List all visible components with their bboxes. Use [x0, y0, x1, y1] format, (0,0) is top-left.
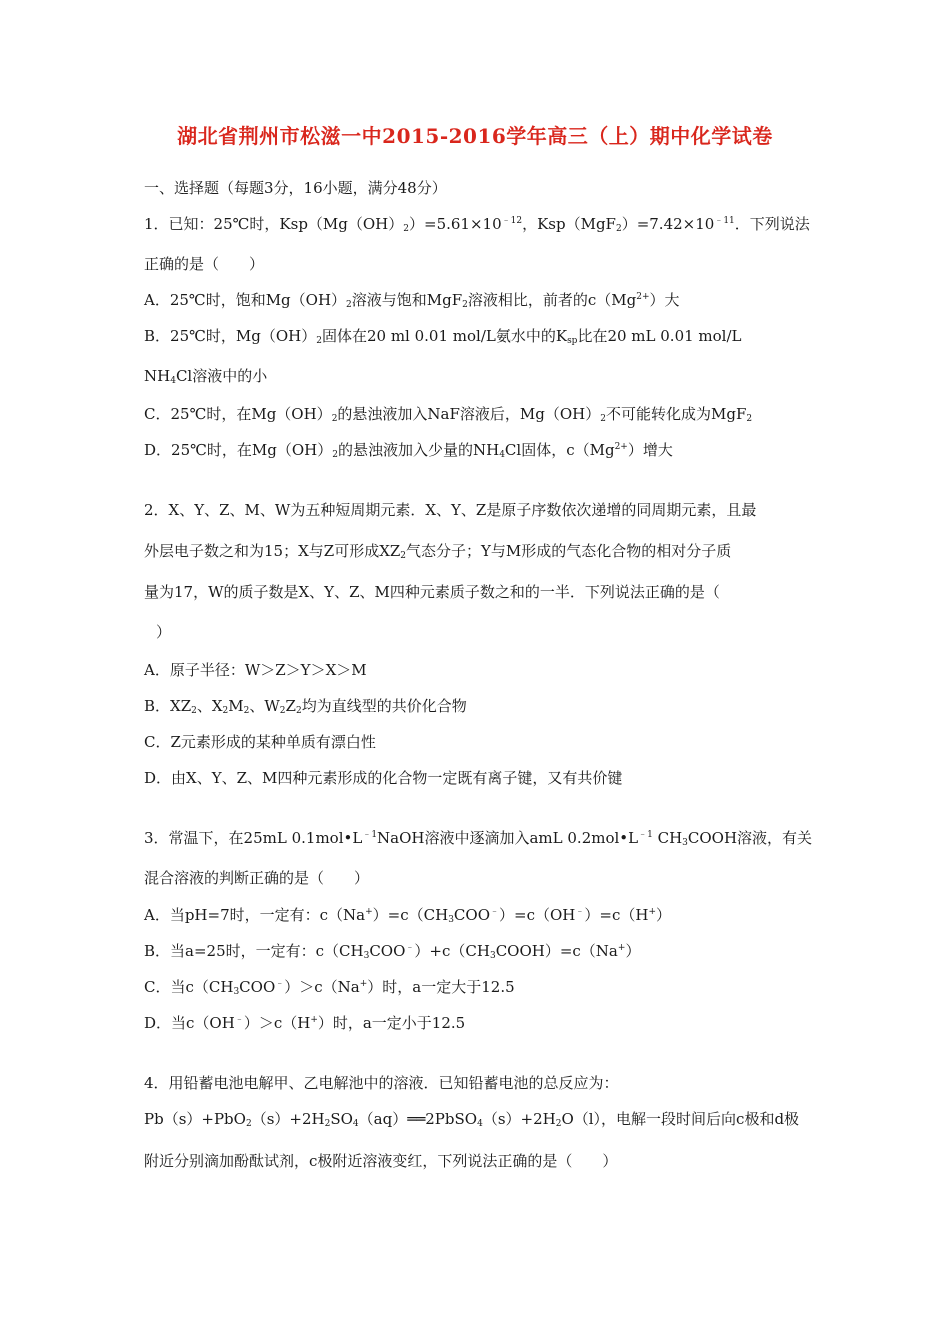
q3-option-a: A．当pH=7时，一定有：$c(Na^+)=c(CH_3COO^﹣)=c(OH^﹣)=c(H^+)$	[144, 906, 672, 925]
q1-option-b: B．25℃时，$Mg(OH)_2$固体在20 ml 0.01 mol/L氨水中的$K_{sp}$比在20 mL 0.01 mol/L	[144, 327, 742, 346]
q3-option-c: C．当$c(CH_3COO^﹣)>c(Na^+)$时，a一定大于12.5	[144, 978, 515, 997]
q2-stem-line4: ）	[156, 623, 172, 641]
q2-option-c: C．Z元素形成的某种单质有漂白性	[144, 733, 376, 751]
q3-option-b: B．当a=25时，一定有：$c(CH_3COO^﹣)+c(CH_3COOH)=c(Na^+)$	[144, 942, 641, 961]
q2-option-a: A．原子半径：W＞Z＞Y＞X＞M	[144, 661, 367, 679]
q2-option-d: D．由X、Y、Z、M四种元素形成的化合物一定既有离子键，又有共价键	[144, 769, 623, 787]
section-heading: 一、选择题（每题3分，16小题，满分48分）	[144, 179, 447, 197]
q2-stem-line2: 外层电子数之和为15；X与Z可形成$XZ_2$气态分子；Y与M形成的气态化合物的相对分子质	[144, 542, 732, 561]
q2-stem-line1: 2．X、Y、Z、M、W为五种短周期元素．X、Y、Z是原子序数依次递增的同周期元素，且最	[144, 501, 757, 519]
q3-stem-line2: 混合溶液的判断正确的是（ ）	[144, 869, 370, 887]
q2-stem-line3: 量为17，W的质子数是X、Y、Z、M四种元素质子数之和的一半．下列说法正确的是（	[144, 583, 720, 601]
q4-stem-line1: 4．用铅蓄电池电解甲、乙电解池中的溶液．已知铅蓄电池的总反应为：	[144, 1074, 619, 1092]
q1-option-d: D．25℃时，在$Mg(OH)_2$的悬浊液加入少量的$NH_4Cl$固体，$c(Mg^{2+})$增大	[144, 441, 673, 460]
page-title: 湖北省荆州市松滋一中2015-2016学年高三（上）期中化学试卷	[177, 124, 773, 148]
q1-option-a: A．25℃时，饱和$Mg(OH)_2$溶液与饱和MgF$_2$溶液相比，前者的$c(Mg^{2+})$大	[144, 291, 680, 310]
q3-option-d: D．当c（OH﹣）＞c（H+）时，a一定小于12.5	[144, 1014, 466, 1032]
q3-stem-line1: 3．常温下，在25mL $0.1mol•L^{﹣1}NaOH$溶液中逐滴加入amL $0.2mol•L^{﹣1}$ $CH_3COOH$溶液，有关	[144, 829, 813, 848]
q1-option-b-line2: $NH_4Cl$溶液中的小	[144, 367, 268, 386]
q1-stem-line1: 1．已知：25℃时，$Ksp(Mg(OH)_2)=5.61\times 10^{﹣12}$，$Ksp(MgF_2)=7.42\times 10^{﹣11}$．下列说法	[144, 215, 810, 234]
q2-option-b: B．$XZ_2$、$X_2M_2$、$W_2Z_2$均为直线型的共价化合物	[144, 697, 467, 716]
q1-option-c: C．25℃时，在$Mg(OH)_2$的悬浊液加入NaF溶液后，$Mg(OH)_2$不可能转化成为MgF$_2$	[144, 405, 753, 424]
q4-equation-line: $Pb(s)+PbO_2(s)+2H_2SO_4(aq)══2PbSO_4(s)+2H_2O(l)$，电解一段时间后向c极和d极	[144, 1110, 800, 1129]
q1-stem-line2: 正确的是（ ）	[144, 255, 265, 273]
q4-stem-line3: 附近分别滴加酚酞试剂，c极附近溶液变红，下列说法正确的是（ ）	[144, 1152, 618, 1170]
